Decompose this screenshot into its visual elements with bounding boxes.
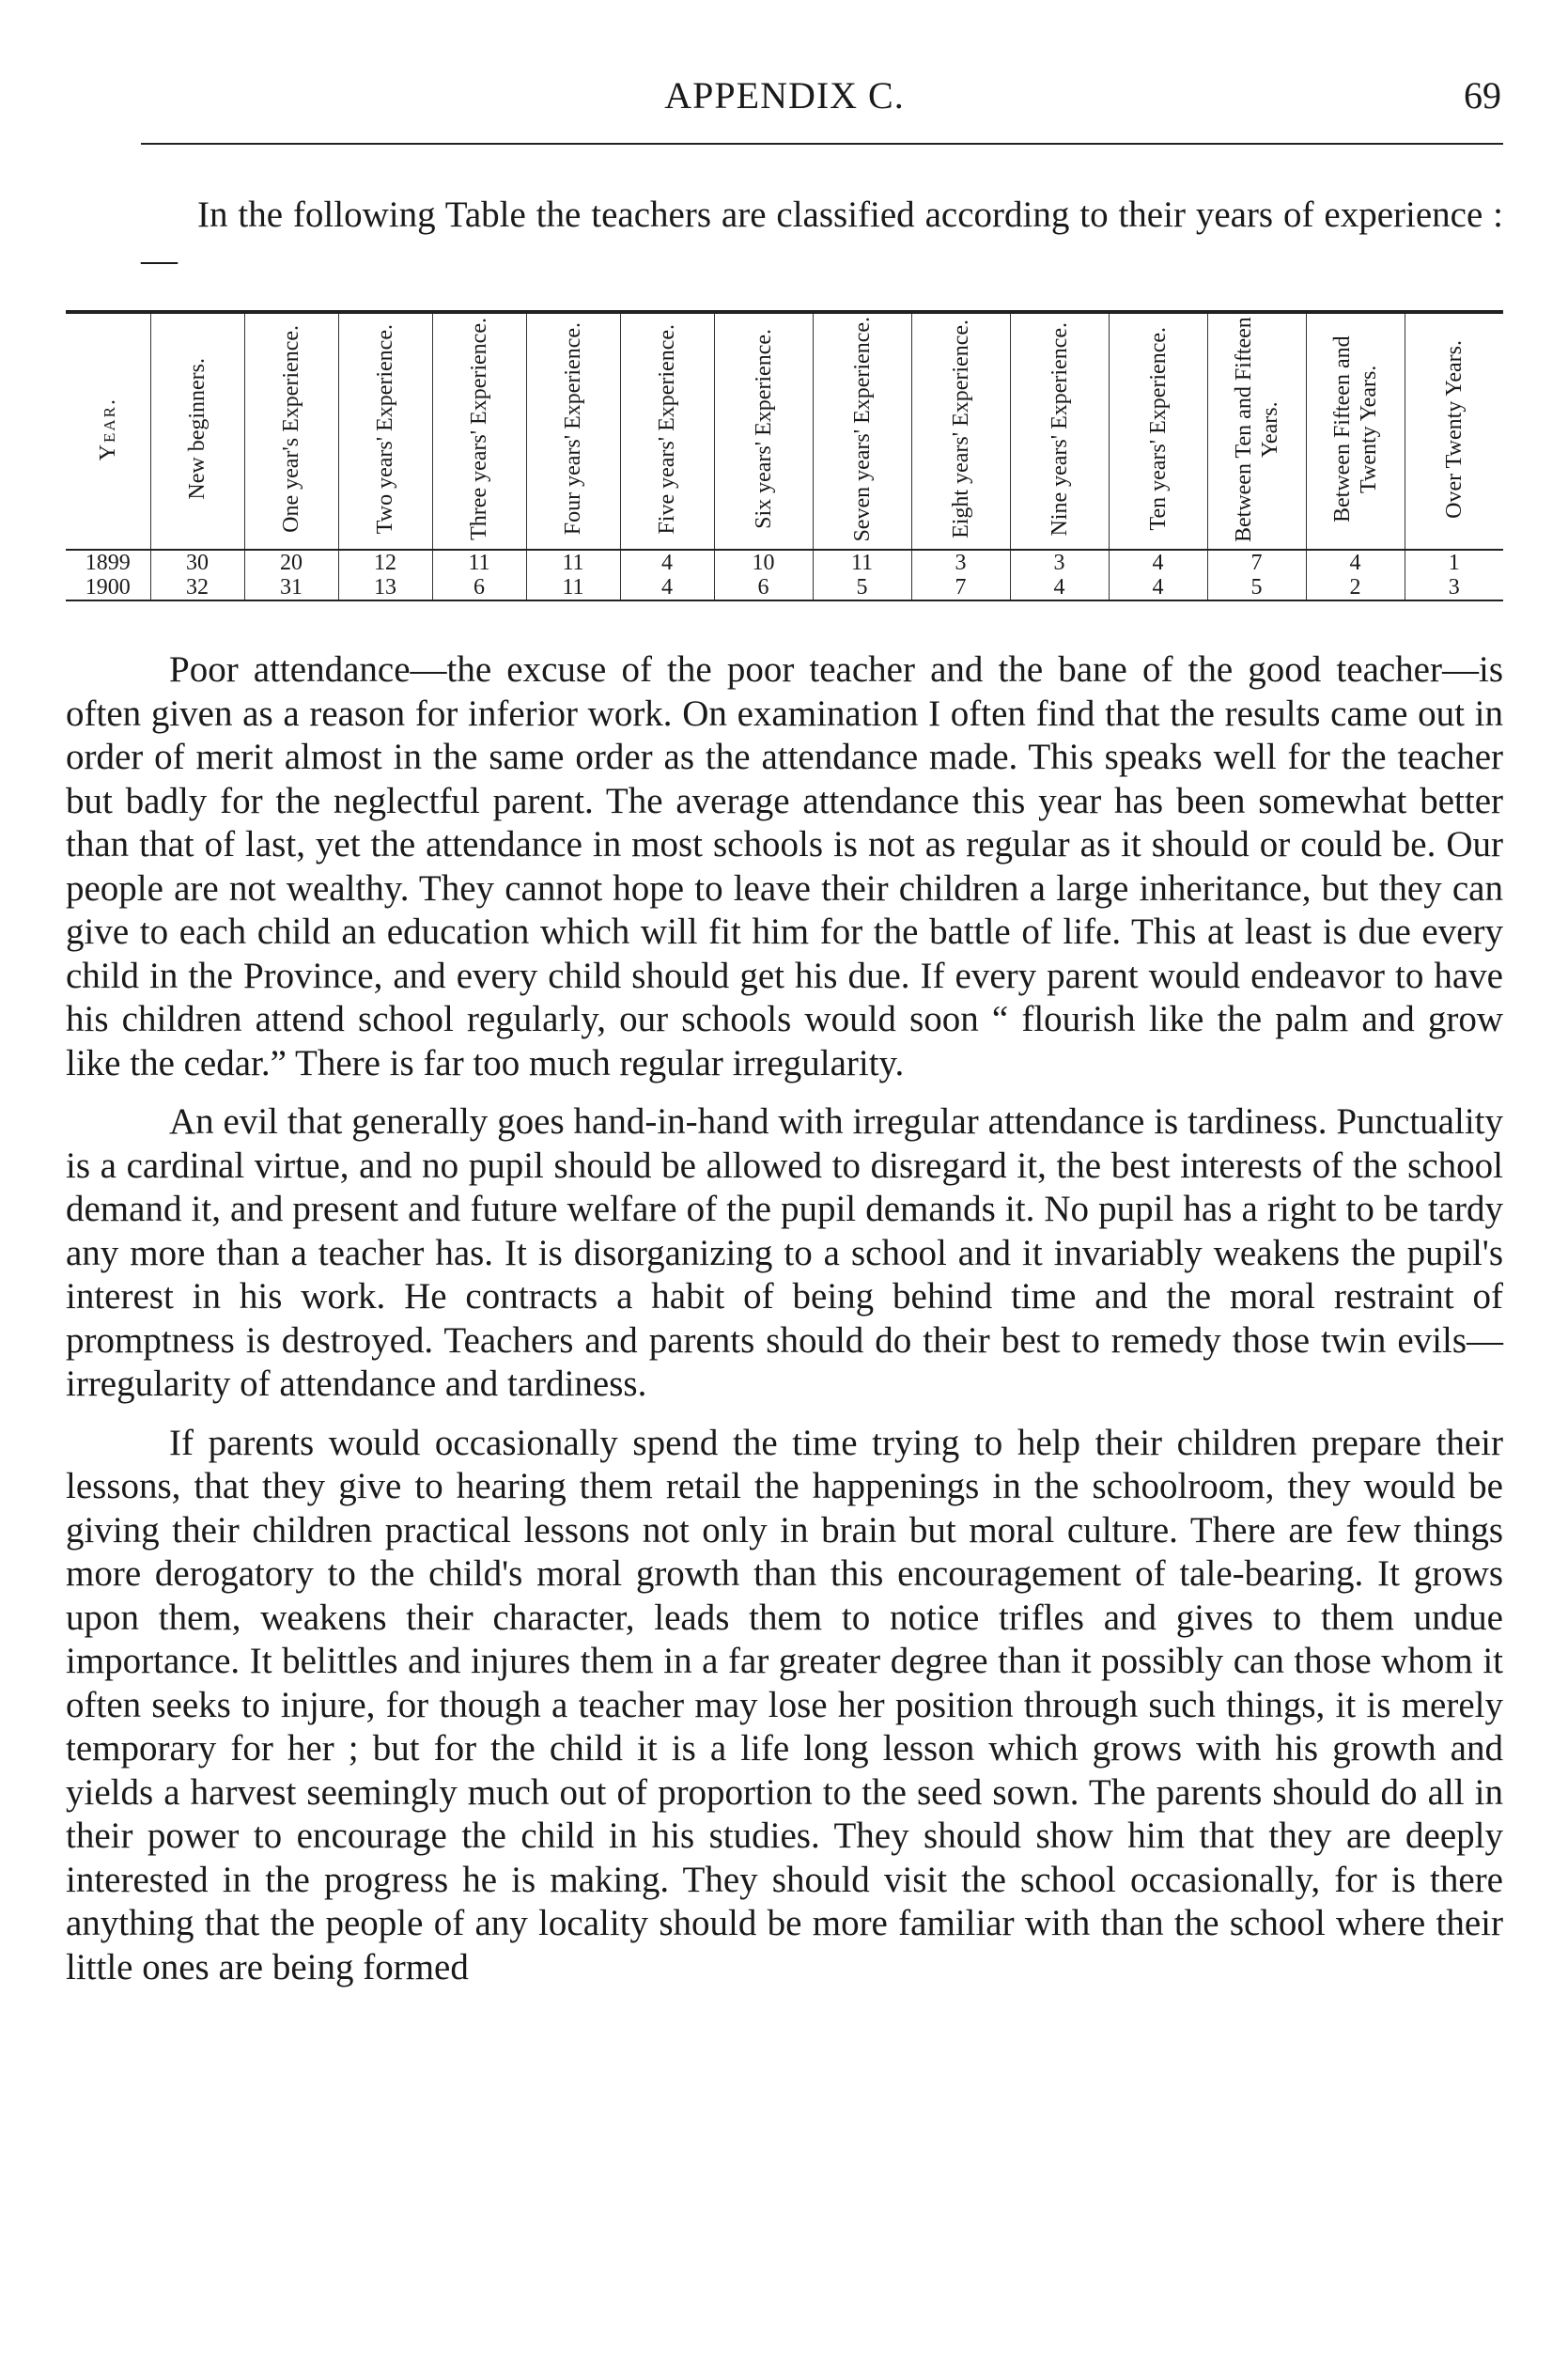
column-header-five-years: Five years' Experience.	[620, 312, 714, 550]
table-cell: 13	[338, 575, 432, 600]
table-cell: 5	[813, 575, 911, 600]
table-cell: 1900	[66, 575, 150, 600]
table-cell: 4	[1010, 575, 1109, 600]
table-cell: 20	[244, 550, 338, 575]
table-cell: 11	[526, 550, 620, 575]
table-cell: 11	[813, 550, 911, 575]
table-cell: 6	[714, 575, 813, 600]
table-cell: 11	[432, 550, 526, 575]
table-cell: 4	[620, 550, 714, 575]
table-cell: 1	[1405, 550, 1503, 575]
table-cell: 31	[244, 575, 338, 600]
column-header-eight-years: Eight years' Experience.	[911, 312, 1010, 550]
table-cell: 7	[911, 575, 1010, 600]
column-header-one-year: One year's Experience.	[244, 312, 338, 550]
page-title: APPENDIX C.	[664, 74, 905, 117]
table-cell: 32	[150, 575, 244, 600]
table-cell: 4	[1109, 575, 1207, 600]
table-cell: 5	[1207, 575, 1306, 600]
experience-table	[66, 310, 1503, 601]
table-row	[66, 550, 1503, 575]
table-header-row	[66, 312, 1503, 550]
column-header-six-years: Six years' Experience.	[714, 312, 813, 550]
column-header-seven-years: Seven years' Experience.	[813, 312, 911, 550]
paragraph-tardiness: An evil that generally goes hand-in-hand with irregular attendance is tardiness. Punctuality is a cardinal virtue, and no pupil should be allowed to disregard it, the best interests of the school demand it, and present and future welfare of the pupil demands it. No pupil has a right to be tardy any more than a teacher has. It is disorganizing to a school and it invariably weakens the pupil's interest in his work. He contracts a habit of being behind time and the moral restraint of promptness is destroyed. Teachers and parents should do their best to remedy those twin evils—irregularity of attendance and tardiness.	[66, 1101, 1503, 1404]
body-text	[66, 648, 1503, 2004]
document-page	[66, 0, 1503, 2369]
table-cell: 3	[1010, 550, 1109, 575]
paragraph-attendance: Poor attendance—the excuse of the poor teacher and the bane of the good teacher—is often given as a reason for inferior work. On examination I often find that the results came out in order of merit almost in the same order as the attendance made. This speaks well for the teacher but badly for the neglectful parent. The average attendance this year has been somewhat better than that of last, yet the attendance in most schools is not as regular as it should or could be. Our people are not wealthy. They cannot hope to leave their children a large inheritance, but they can give to each child an education which will fit him for the battle of life. This at least is due every child in the Province, and every child should get his due. If every parent would endeavor to have his children attend school regularly, our schools would soon “ flourish like the palm and grow like the cedar.” There is far too much regular irregularity.	[66, 649, 1503, 1083]
experience-table-wrap	[66, 310, 1503, 601]
table-row	[66, 575, 1503, 600]
page-number: 69	[1464, 74, 1501, 117]
column-header-four-years: Four years' Experience.	[526, 312, 620, 550]
table-cell: 11	[526, 575, 620, 600]
table-cell: 3	[1405, 575, 1503, 600]
table-cell: 6	[432, 575, 526, 600]
column-header-ten-to-fifteen: Between Ten and Fifteen Years.	[1207, 312, 1306, 550]
header-rule	[141, 143, 1503, 145]
paragraph-parents: If parents would occasionally spend the time trying to help their children prepare their lessons, that they give to hearing them retail the happenings in the schoolroom, they would be giving their children practical lessons not only in brain but moral culture. There are few things more derogatory to the child's moral growth than this encouragement of tale-bearing. It grows upon them, weakens their character, leads them to notice trifles and gives to them undue importance. It belittles and injures them in a far greater degree than it possibly can those whom it often seeks to injure, for though a teacher may lose her position through such things, it is merely temporary for her ; but for the child it is a life long lesson which grows with his growth and yields a harvest seemingly much out of proportion to the seed sown. The parents should do all in their power to encourage the child in his studies. They should show him that they are deeply interested in the progress he is making. They should visit the school occasionally, for is there anything that the people of any locality should be more familiar with than the school where their little ones are being formed	[66, 1422, 1503, 1987]
intro-paragraph: In the following Table the teachers are classified according to their years of experience :—	[141, 195, 1503, 280]
table-cell: 4	[620, 575, 714, 600]
column-header-over-twenty: Over Twenty Years.	[1405, 312, 1503, 550]
column-header-year: Year.	[66, 312, 150, 550]
column-header-fifteen-to-twenty: Between Fifteen and Twenty Years.	[1306, 312, 1405, 550]
column-header-ten-years: Ten years' Experience.	[1109, 312, 1207, 550]
table-cell: 7	[1207, 550, 1306, 575]
table-cell: 4	[1306, 550, 1405, 575]
table-cell: 10	[714, 550, 813, 575]
table-cell: 1899	[85, 551, 131, 575]
column-header-new-beginners: New beginners.	[150, 312, 244, 550]
table-cell: 2	[1306, 575, 1405, 600]
column-header-nine-years: Nine years' Experience.	[1010, 312, 1109, 550]
table-cell: 4	[1109, 550, 1207, 575]
table-cell: 30	[150, 550, 244, 575]
running-head	[66, 73, 1503, 120]
table-cell: 3	[911, 550, 1010, 575]
column-header-two-years: Two years' Experience.	[338, 312, 432, 550]
table-cell: 12	[338, 550, 432, 575]
column-header-three-years: Three years' Experience.	[432, 312, 526, 550]
